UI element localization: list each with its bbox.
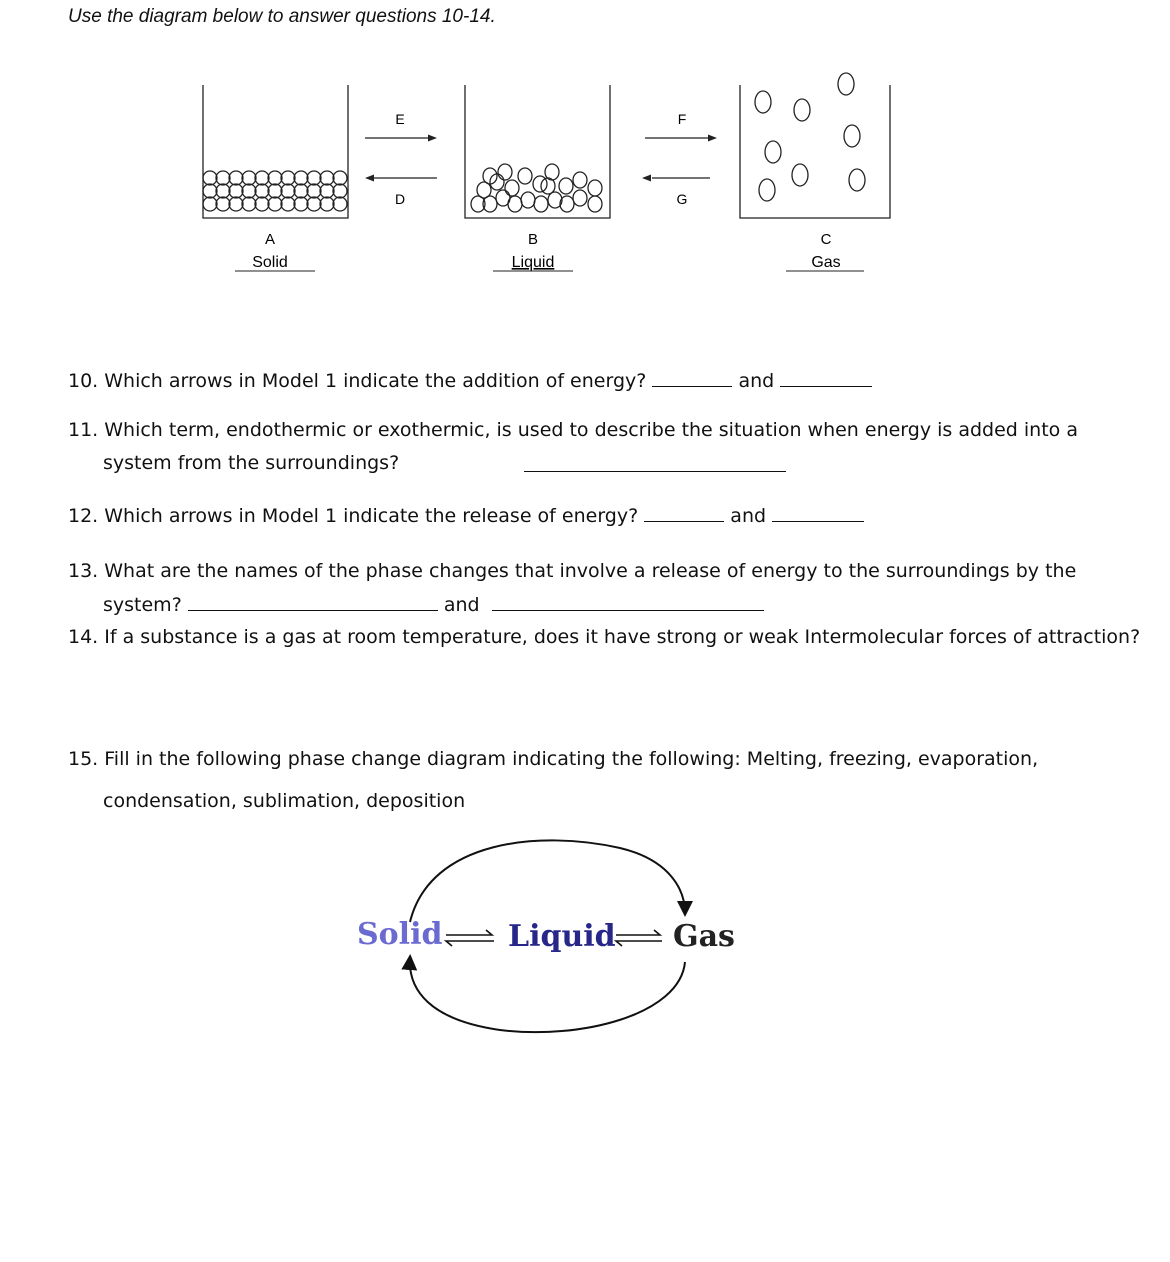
question-12-and: and bbox=[730, 505, 767, 527]
particle bbox=[541, 178, 555, 194]
particle bbox=[794, 99, 810, 121]
particle bbox=[268, 197, 282, 211]
arrow-e-label: E bbox=[395, 111, 405, 127]
particle bbox=[255, 197, 269, 211]
bottom-arc-arrow bbox=[410, 958, 685, 1032]
state-b-name: Liquid bbox=[511, 254, 555, 271]
solid-container bbox=[203, 85, 348, 218]
particle bbox=[521, 192, 535, 208]
question-10-text: 10. Which arrows in Model 1 indicate the addition of energy? bbox=[68, 370, 647, 392]
question-13-and: and bbox=[443, 594, 480, 616]
particle bbox=[268, 171, 282, 185]
particle bbox=[242, 197, 256, 211]
state-c-letter: C bbox=[820, 231, 832, 248]
particle bbox=[268, 184, 282, 198]
particle bbox=[518, 168, 532, 184]
question-10 bbox=[68, 368, 872, 393]
arrow-f-label: F bbox=[677, 111, 687, 127]
particle bbox=[534, 196, 548, 212]
answer-blank-11[interactable] bbox=[524, 453, 786, 472]
arrow-g-label: G bbox=[676, 191, 688, 207]
particle bbox=[229, 171, 243, 185]
arrow-e bbox=[365, 135, 437, 142]
phase-gas-label: Gas bbox=[673, 919, 735, 954]
question-12-text: 12. Which arrows in Model 1 indicate the release of energy? bbox=[68, 505, 639, 527]
answer-blank-12a[interactable] bbox=[644, 503, 724, 522]
particle bbox=[281, 184, 295, 198]
particle bbox=[294, 197, 308, 211]
arrow-g bbox=[642, 175, 710, 182]
instructions-heading: Use the diagram below to answer questions 10-14. bbox=[68, 6, 496, 27]
question-15-line2: condensation, sublimation, deposition bbox=[103, 790, 466, 812]
particle bbox=[559, 178, 573, 194]
particle bbox=[229, 197, 243, 211]
particle bbox=[203, 184, 217, 198]
question-13-system: system? bbox=[103, 594, 182, 616]
particle bbox=[505, 180, 519, 196]
particle bbox=[320, 171, 334, 185]
particle bbox=[229, 184, 243, 198]
state-b-letter: B bbox=[527, 231, 539, 248]
particle bbox=[838, 73, 854, 95]
particle bbox=[844, 125, 860, 147]
phase-liquid-label: Liquid bbox=[508, 919, 616, 954]
particle bbox=[755, 91, 771, 113]
particle bbox=[281, 197, 295, 211]
particle bbox=[508, 196, 522, 212]
particle bbox=[765, 141, 781, 163]
answer-blank-13a[interactable] bbox=[188, 592, 438, 611]
particle bbox=[573, 190, 587, 206]
state-c-name: Gas bbox=[811, 254, 841, 271]
answer-blank-10a[interactable] bbox=[652, 368, 732, 387]
particle bbox=[203, 197, 217, 211]
answer-blank-12b[interactable] bbox=[772, 503, 864, 522]
arrow-f bbox=[645, 135, 717, 142]
particle bbox=[333, 171, 347, 185]
gas-container bbox=[740, 73, 890, 218]
particle bbox=[294, 184, 308, 198]
particle bbox=[255, 184, 269, 198]
answer-blank-10b[interactable] bbox=[780, 368, 872, 387]
particle bbox=[792, 164, 808, 186]
particle bbox=[588, 196, 602, 212]
question-13-line2 bbox=[103, 592, 764, 617]
liquid-container bbox=[465, 85, 610, 218]
question-15-line1: 15. Fill in the following phase change diagram indicating the following: Melting, freezing, evaporation, bbox=[68, 748, 1039, 770]
particle bbox=[849, 169, 865, 191]
states-of-matter-diagram bbox=[0, 60, 1170, 290]
answer-blank-13b[interactable] bbox=[492, 592, 764, 611]
question-10-and: and bbox=[738, 370, 775, 392]
question-14: 14. If a substance is a gas at room temperature, does it have strong or weak Intermolecular forces of attraction? bbox=[68, 626, 1141, 648]
particle bbox=[294, 171, 308, 185]
liquid-gas-equilibrium-arrow bbox=[616, 930, 662, 946]
top-arc-arrow bbox=[410, 840, 685, 922]
particle bbox=[216, 184, 230, 198]
particle bbox=[307, 197, 321, 211]
particle bbox=[320, 184, 334, 198]
question-13-line1: 13. What are the names of the phase changes that involve a release of energy to the surroundings by the bbox=[68, 560, 1077, 582]
state-a-letter: A bbox=[264, 231, 276, 248]
particle bbox=[759, 179, 775, 201]
arrow-d bbox=[365, 175, 437, 182]
question-12 bbox=[68, 503, 864, 528]
question-11-line1: 11. Which term, endothermic or exothermic, is used to describe the situation when energy is added into a bbox=[68, 419, 1078, 441]
particle bbox=[242, 184, 256, 198]
arrow-d-label: D bbox=[394, 191, 406, 207]
state-a-name: Solid bbox=[252, 254, 288, 271]
particle bbox=[216, 171, 230, 185]
particle bbox=[307, 171, 321, 185]
question-11-line2: system from the surroundings? bbox=[103, 452, 400, 474]
particle bbox=[216, 197, 230, 211]
particle bbox=[498, 164, 512, 180]
particle bbox=[333, 197, 347, 211]
particle bbox=[560, 196, 574, 212]
particle bbox=[307, 184, 321, 198]
particle bbox=[281, 171, 295, 185]
solid-liquid-equilibrium-arrow bbox=[446, 930, 494, 946]
particle bbox=[588, 180, 602, 196]
particle bbox=[242, 171, 256, 185]
particle bbox=[320, 197, 334, 211]
particle bbox=[203, 171, 217, 185]
particle bbox=[573, 172, 587, 188]
particle bbox=[333, 184, 347, 198]
phase-solid-label: Solid bbox=[357, 917, 443, 952]
particle bbox=[255, 171, 269, 185]
